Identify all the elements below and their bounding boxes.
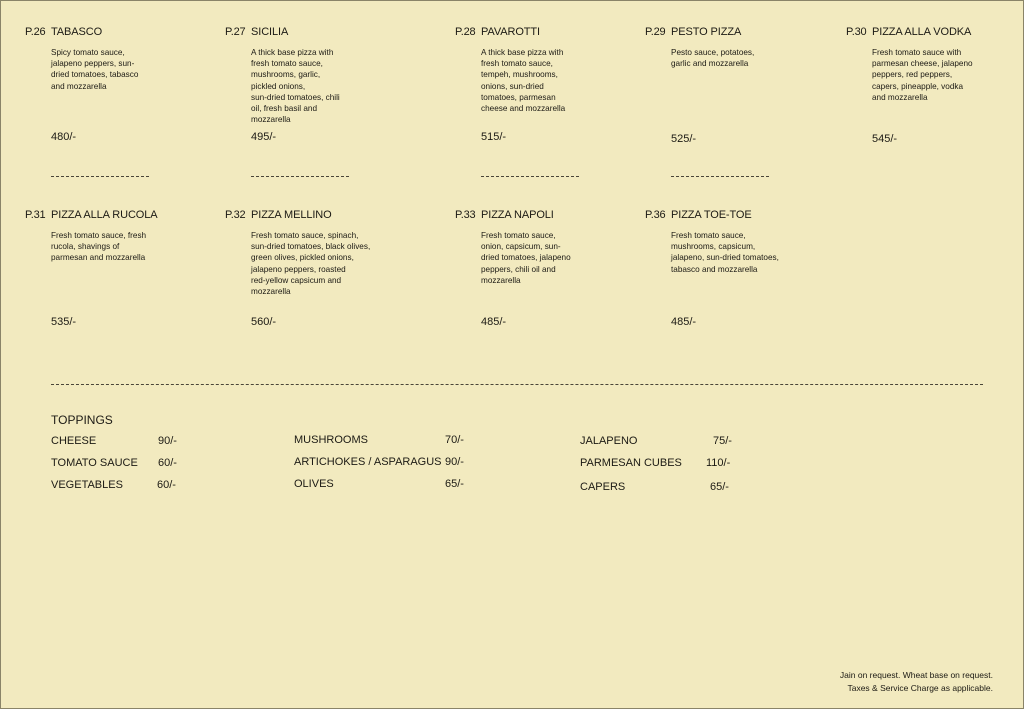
item-price: 485/- xyxy=(481,316,507,328)
item-code: P.29 xyxy=(645,26,666,38)
item-price: 495/- xyxy=(251,131,277,143)
item-name: SICILIA xyxy=(251,26,289,38)
item-description: Pesto sauce, potatoes, garlic and mozzarella xyxy=(671,48,755,69)
separator xyxy=(51,176,149,177)
item-description: Spicy tomato sauce, jalapeno peppers, sun- dried tomatoes, tabasco and mozzarella xyxy=(51,48,139,91)
item-description: Fresh tomato sauce, spinach, sun-dried tomatoes, black olives, green olives, pickled onions, jalapeno peppers, roasted red-yellow capsicum and mozzarella xyxy=(251,231,371,297)
item-description: A thick base pizza with fresh tomato sauce, tempeh, mushrooms, onions, sun-dried tomatoes, parmesan cheese and mozzarella xyxy=(481,48,566,114)
topping-name: TOMATO SAUCE xyxy=(51,457,138,469)
footer-line-taxes: Taxes & Service Charge as applicable. xyxy=(847,682,993,693)
topping-name: ARTICHOKES / ASPARAGUS xyxy=(294,456,442,468)
separator xyxy=(481,176,579,177)
item-price: 515/- xyxy=(481,131,507,143)
item-description: Fresh tomato sauce, onion, capsicum, sun- dried tomatoes, jalapeno peppers, chili oil and mozzarella xyxy=(481,231,571,285)
item-price: 545/- xyxy=(872,133,898,145)
item-name: PIZZA NAPOLI xyxy=(481,209,554,221)
topping-row xyxy=(294,456,464,468)
topping-row xyxy=(294,434,464,446)
item-price: 560/- xyxy=(251,316,277,328)
menu-item-pavarotti xyxy=(455,26,661,143)
item-code: P.30 xyxy=(846,26,867,38)
item-name: PESTO PIZZA xyxy=(671,26,742,38)
item-price: 535/- xyxy=(51,316,77,328)
item-description: A thick base pizza with fresh tomato sauce, mushrooms, garlic, pickled onions, sun-dried tomatoes, chili oil, fresh basil and mozzarella xyxy=(251,48,340,125)
separator xyxy=(251,176,349,177)
item-code: P.28 xyxy=(455,26,476,38)
topping-name: OLIVES xyxy=(294,478,334,490)
topping-name: VEGETABLES xyxy=(51,479,123,491)
topping-row xyxy=(294,478,464,490)
item-code: P.31 xyxy=(25,209,46,221)
menu-item-pesto-pizza xyxy=(645,26,851,145)
item-price: 485/- xyxy=(671,316,697,328)
topping-name: CHEESE xyxy=(51,435,97,447)
topping-row xyxy=(580,457,731,469)
topping-price: 90/- xyxy=(158,435,177,447)
topping-price: 65/- xyxy=(445,478,464,490)
item-name: PIZZA ALLA RUCOLA xyxy=(51,209,158,221)
item-name: PIZZA MELLINO xyxy=(251,209,332,221)
separator xyxy=(671,176,769,177)
section-divider xyxy=(51,384,983,385)
topping-price: 60/- xyxy=(157,479,176,491)
item-code: P.27 xyxy=(225,26,246,38)
footer-line-jain: Jain on request. Wheat base on request. xyxy=(839,670,993,680)
topping-price: 60/- xyxy=(158,457,177,469)
topping-row xyxy=(580,435,732,447)
item-code: P.26 xyxy=(25,26,46,38)
topping-name: CAPERS xyxy=(580,481,626,493)
topping-row xyxy=(51,457,177,469)
menu-item-tabasco xyxy=(25,26,231,143)
menu-item-pizza-mellino xyxy=(225,209,431,328)
item-name: PIZZA TOE-TOE xyxy=(671,209,752,221)
item-name: TABASCO xyxy=(51,26,103,38)
toppings-title: TOPPINGS xyxy=(51,413,113,427)
item-price: 480/- xyxy=(51,131,77,143)
topping-price: 70/- xyxy=(445,434,464,446)
menu-item-pizza-alla-vodka xyxy=(846,26,1012,145)
menu-item-sicilia xyxy=(225,26,431,143)
topping-name: PARMESAN CUBES xyxy=(580,457,682,469)
topping-price: 65/- xyxy=(710,481,729,493)
topping-row xyxy=(580,481,729,493)
item-name: PAVAROTTI xyxy=(481,26,540,38)
topping-row xyxy=(51,435,177,447)
item-code: P.36 xyxy=(645,209,666,221)
topping-price: 75/- xyxy=(713,435,732,447)
topping-row xyxy=(51,479,176,491)
topping-name: JALAPENO xyxy=(580,435,638,447)
menu-item-pizza-toe-toe xyxy=(645,209,851,328)
topping-name: MUSHROOMS xyxy=(294,434,368,446)
item-price: 525/- xyxy=(671,133,697,145)
topping-price: 90/- xyxy=(445,456,464,468)
item-name: PIZZA ALLA VODKA xyxy=(872,26,972,38)
item-code: P.32 xyxy=(225,209,246,221)
item-description: Fresh tomato sauce, fresh rucola, shavings of parmesan and mozzarella xyxy=(51,231,147,263)
item-description: Fresh tomato sauce, mushrooms, capsicum, jalapeno, sun-dried tomatoes, tabasco and mozzarella xyxy=(671,231,779,274)
menu-item-pizza-alla-rucola xyxy=(25,209,231,328)
footer-note xyxy=(840,669,993,694)
item-code: P.33 xyxy=(455,209,476,221)
menu-item-pizza-napoli xyxy=(455,209,661,328)
item-description: Fresh tomato sauce with parmesan cheese, jalapeno peppers, red peppers, capers, pineapple, vodka and mozzarella xyxy=(872,48,973,102)
topping-price: 110/- xyxy=(706,457,731,469)
